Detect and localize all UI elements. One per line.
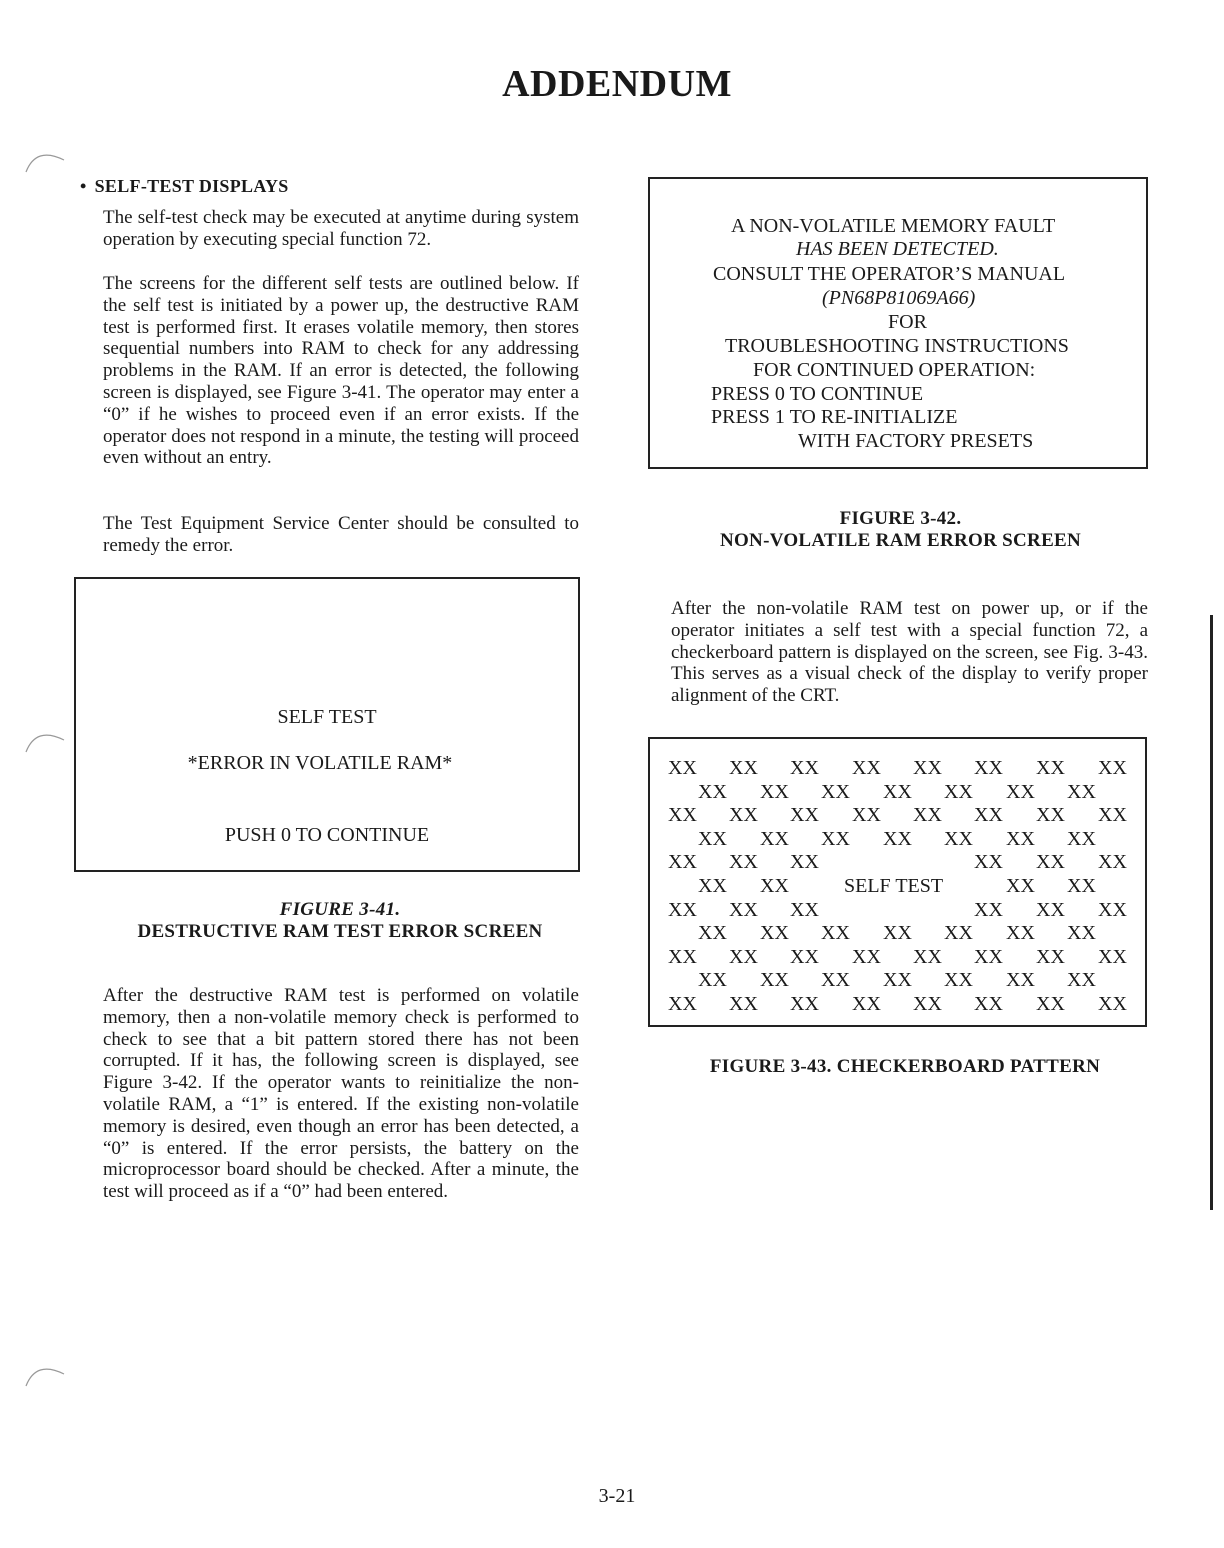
checkerboard-cell: XX xyxy=(698,780,727,803)
margin-bar xyxy=(1210,615,1213,1210)
checkerboard-cell: XX xyxy=(760,922,789,945)
checkerboard-cell: XX xyxy=(760,780,789,803)
checkerboard-row xyxy=(650,969,1145,993)
checkerboard-cell: XX xyxy=(1006,969,1035,992)
checkerboard-cell: XX xyxy=(1098,898,1127,921)
screen-line: FOR CONTINUED OPERATION: xyxy=(753,359,1036,381)
paragraph: The self-test check may be executed at anytime during system operation by executing special function 72. xyxy=(103,207,579,250)
checkerboard-cell: XX xyxy=(913,757,942,779)
punch-hole-mark xyxy=(20,722,70,762)
screen-line: (PN68P81069A66) xyxy=(822,287,976,309)
checkerboard-cell: XX xyxy=(760,827,789,850)
checkerboard-cell: XX xyxy=(698,922,727,945)
screen-line: WITH FACTORY PRESETS xyxy=(798,430,1034,452)
checkerboard-row xyxy=(650,851,1145,875)
checkerboard-cell: XX xyxy=(1098,804,1127,827)
checkerboard-cell: XX xyxy=(668,898,697,921)
checkerboard-row xyxy=(650,828,1145,852)
checkerboard-cell: XX xyxy=(1098,945,1127,968)
caption-title: DESTRUCTIVE RAM TEST ERROR SCREEN xyxy=(137,921,543,942)
checkerboard-cell: XX xyxy=(1098,851,1127,874)
checkerboard-cell: XX xyxy=(1067,922,1096,945)
checkerboard-cell: XX xyxy=(698,875,727,897)
screen-line: *ERROR IN VOLATILE RAM* xyxy=(187,752,453,774)
checkerboard-cell: XX xyxy=(1098,993,1127,1015)
figure-42-screen xyxy=(648,177,1148,469)
screen-line: PRESS 1 TO RE-INITIALIZE xyxy=(711,406,958,428)
caption-title: NON-VOLATILE RAM ERROR SCREEN xyxy=(719,530,1082,551)
checkerboard-cell: XX xyxy=(1036,851,1065,874)
checkerboard-cell: XX xyxy=(790,945,819,968)
checkerboard-cell: XX xyxy=(1067,780,1096,803)
page-number: 3-21 xyxy=(598,1485,636,1507)
checkerboard-cell: XX xyxy=(1067,969,1096,992)
checkerboard-center-label: SELF TEST xyxy=(844,875,944,897)
checkerboard-row xyxy=(650,781,1145,805)
screen-line: PUSH 0 TO CONTINUE xyxy=(224,824,430,846)
checkerboard-cell: XX xyxy=(790,757,819,779)
checkerboard-cell: XX xyxy=(821,922,850,945)
checkerboard-cell: XX xyxy=(668,851,697,874)
checkerboard-cell: XX xyxy=(974,757,1003,779)
paragraph: The Test Equipment Service Center should be consulted to remedy the error. xyxy=(103,513,579,556)
checkerboard-cell: XX xyxy=(729,993,758,1015)
figure-41-caption xyxy=(60,899,620,943)
page-title: ADDENDUM xyxy=(502,63,732,105)
checkerboard-cell: XX xyxy=(883,922,912,945)
checkerboard-cell: XX xyxy=(668,804,697,827)
paragraph: After the non-volatile RAM test on power up, or if the operator initiates a self test with a special function 72, a checkerboard pattern is displayed on the screen, see Fig. 3-43. This serves as a visual check of the display to verify proper alignment of the CRT. xyxy=(671,598,1148,707)
punch-hole-mark xyxy=(20,142,70,182)
checkerboard-cell: XX xyxy=(974,804,1003,827)
checkerboard-cell: XX xyxy=(1036,757,1065,779)
checkerboard-cell: XX xyxy=(1006,780,1035,803)
checkerboard-cell: XX xyxy=(790,898,819,921)
checkerboard-cell: XX xyxy=(729,945,758,968)
checkerboard-cell: XX xyxy=(913,993,942,1015)
checkerboard-cell: XX xyxy=(821,969,850,992)
screen-line: HAS BEEN DETECTED. xyxy=(796,238,999,260)
section-heading xyxy=(80,176,289,197)
checkerboard-cell: XX xyxy=(760,875,789,897)
checkerboard-cell: XX xyxy=(944,922,973,945)
caption-number: FIGURE 3-42. xyxy=(839,508,962,529)
checkerboard-cell: XX xyxy=(1036,898,1065,921)
checkerboard-row xyxy=(650,993,1145,1017)
checkerboard-cell: XX xyxy=(944,827,973,850)
checkerboard-cell: XX xyxy=(729,898,758,921)
checkerboard-cell: XX xyxy=(1036,945,1065,968)
checkerboard-cell: XX xyxy=(1006,875,1035,897)
checkerboard-cell: XX xyxy=(668,945,697,968)
screen-line: SELF TEST xyxy=(277,706,377,728)
punch-hole-mark xyxy=(20,1356,70,1396)
bullet-icon: • xyxy=(80,176,87,196)
figure-41-screen xyxy=(74,577,580,872)
checkerboard-cell: XX xyxy=(760,969,789,992)
checkerboard-row xyxy=(650,922,1145,946)
checkerboard-cell: XX xyxy=(1067,827,1096,850)
screen-line: CONSULT THE OPERATOR’S MANUAL xyxy=(713,263,1066,285)
caption-number: FIGURE 3-41. xyxy=(279,899,401,920)
checkerboard-cell: XX xyxy=(1006,922,1035,945)
checkerboard-cell: XX xyxy=(852,804,881,827)
checkerboard-cell: XX xyxy=(729,851,758,874)
figure-42-caption xyxy=(648,508,1153,552)
figure-43-caption: FIGURE 3-43. CHECKERBOARD PATTERN xyxy=(709,1056,1101,1077)
checkerboard-cell: XX xyxy=(698,969,727,992)
checkerboard-cell: XX xyxy=(883,780,912,803)
checkerboard-row xyxy=(650,757,1145,781)
checkerboard-cell: XX xyxy=(852,757,881,779)
checkerboard-cell: XX xyxy=(1006,827,1035,850)
checkerboard-cell: XX xyxy=(852,993,881,1015)
screen-line: FOR xyxy=(888,311,927,333)
checkerboard-cell: XX xyxy=(1098,757,1127,779)
checkerboard-cell: XX xyxy=(883,969,912,992)
checkerboard-cell: XX xyxy=(1067,875,1096,897)
paragraph: The screens for the different self tests are outlined below. If the self test is initiated by a power up, the destructive RAM test is performed first. It erases volatile memory, then stores sequential numbers into RAM to check for any addressing problems in the RAM. If an error is detected, the following screen is displayed, see Figure 3-41. The operator may enter a “0” if he wishes to proceed even if an error exists. If the operator does not respond in a minute, the testing will proceed even without an entry. xyxy=(103,273,579,469)
checkerboard-cell: XX xyxy=(1036,804,1065,827)
checkerboard-cell: XX xyxy=(1036,993,1065,1015)
checkerboard-cell: XX xyxy=(974,993,1003,1015)
checkerboard-row xyxy=(650,875,1145,899)
screen-line: A NON-VOLATILE MEMORY FAULT xyxy=(731,215,1056,237)
checkerboard-row xyxy=(650,899,1145,923)
checkerboard-cell: XX xyxy=(790,804,819,827)
checkerboard-row xyxy=(650,946,1145,970)
checkerboard-cell: XX xyxy=(852,945,881,968)
checkerboard-cell: XX xyxy=(883,827,912,850)
screen-line: PRESS 0 TO CONTINUE xyxy=(711,383,924,405)
checkerboard-cell: XX xyxy=(821,827,850,850)
section-heading-text: SELF-TEST DISPLAYS xyxy=(94,176,289,196)
checkerboard-cell: XX xyxy=(974,945,1003,968)
checkerboard-cell: XX xyxy=(944,969,973,992)
checkerboard-cell: XX xyxy=(913,804,942,827)
paragraph: After the destructive RAM test is performed on volatile memory, then a non-volatile memory check is performed to check to see that a bit pattern stored there has not been corrupted. If it has, the following screen is displayed, see Figure 3-42. If the operator wants to reinitialize the non-volatile RAM, a “1” is entered. If the existing non-volatile memory is desired, even though an error has been detected, a “0” is entered. If the error persists, the battery on the microprocessor board should be checked. After a minute, the test will proceed as if a “0” had been entered. xyxy=(103,985,579,1203)
checkerboard-cell: XX xyxy=(668,757,697,779)
checkerboard-cell: XX xyxy=(790,851,819,874)
checkerboard-cell: XX xyxy=(790,993,819,1015)
checkerboard-cell: XX xyxy=(668,993,697,1015)
checkerboard-cell: XX xyxy=(913,945,942,968)
checkerboard-cell: XX xyxy=(974,851,1003,874)
checkerboard-cell: XX xyxy=(944,780,973,803)
checkerboard-cell: XX xyxy=(821,780,850,803)
figure-43-checkerboard xyxy=(648,737,1147,1027)
checkerboard-cell: XX xyxy=(698,827,727,850)
screen-line: TROUBLESHOOTING INSTRUCTIONS xyxy=(725,335,1069,357)
checkerboard-cell: XX xyxy=(729,757,758,779)
checkerboard-cell: XX xyxy=(729,804,758,827)
checkerboard-row xyxy=(650,804,1145,828)
checkerboard-cell: XX xyxy=(974,898,1003,921)
